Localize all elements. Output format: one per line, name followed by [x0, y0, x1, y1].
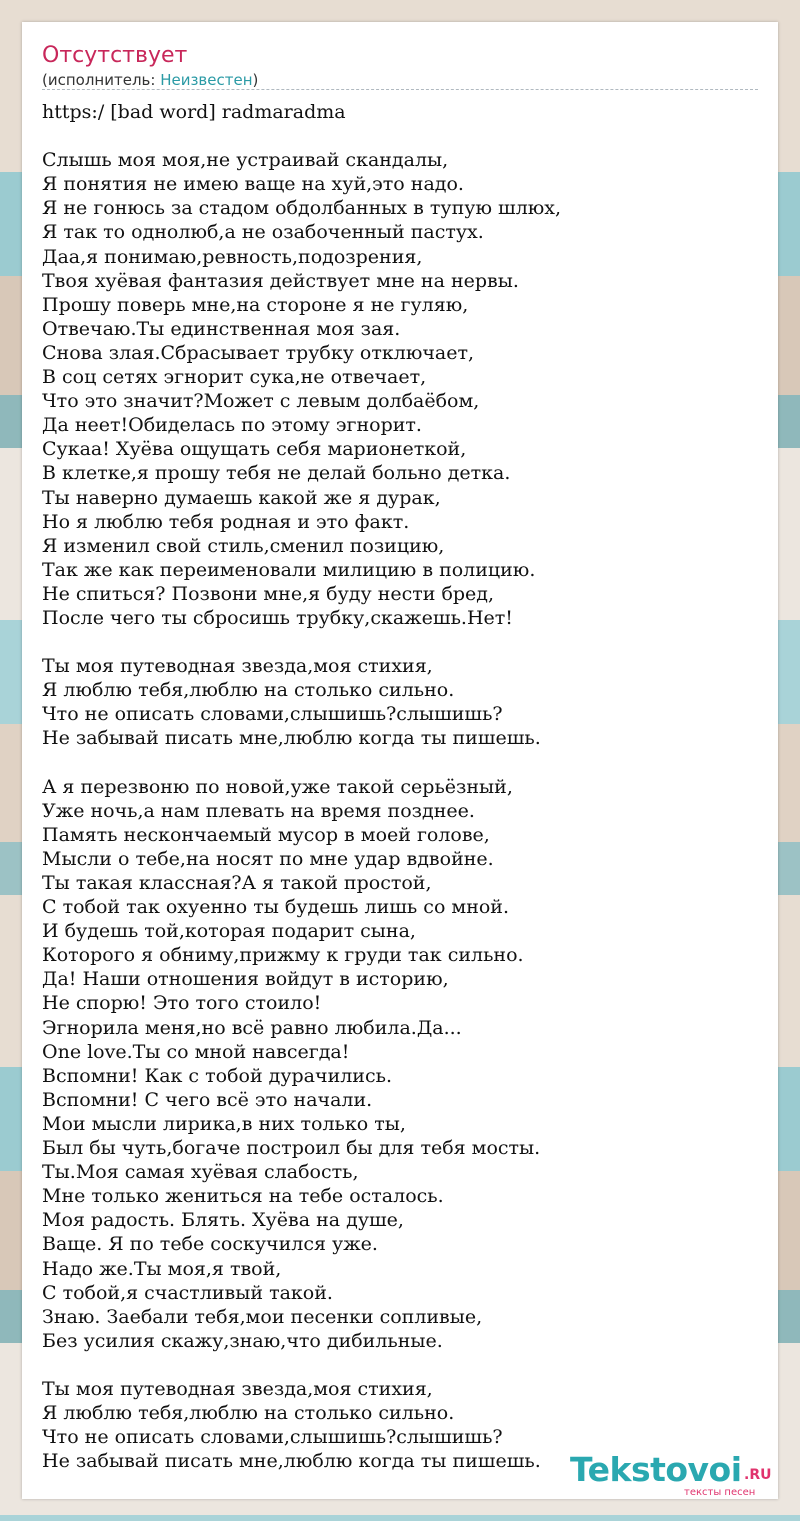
artist-link[interactable]: Неизвестен [160, 71, 253, 89]
site-logo[interactable] [570, 1452, 780, 1502]
logo-name: Tekstovoi [570, 1450, 742, 1489]
lyrics-text: https:/ [bad word] radmaradma Слышь моя моя,не устраивай скандалы, Я понятия не имею ваще на хуй,это надо. Я не гонюсь за стадом обдолбанных в тупую шлюх, Я так то однолюб,а не озабоченный пастух. Даа,я понимаю,ревность,подозрения, Твоя хуёвая фантазия действует мне на нервы. Прошу поверь мне,на стороне я не гуляю, Отвечаю.Ты единственная моя зая. Снова злая.Сбрасывает трубку отключает, В соц сетях эгнорит сука,не отвечает, Что это значит?Может с левым долбаёбом, Да неет!Обиделась по этому эгнорит. Сукаа! Хуёва ощущать себя марионеткой, В клетке,я прошу тебя не делай больно детка. Ты наверно думаешь какой же я дурак, Но я люблю тебя родная и это факт. Я изменил свой стиль,сменил позицию, Так же как переименовали милицию в полицию. Не спиться? Позвони мне,я буду нести бред, После чего ты сбросишь трубку,скажешь.Нет! Ты моя путеводная звезда,моя стихия, Я люблю тебя,люблю на столько сильно. Что не описать словами,слышишь?слышишь? Не забывай писать мне,люблю когда ты пишешь. А я перезвоню по новой,уже такой серьёзный, Уже ночь,а нам плевать на время позднее. Память нескончаемый мусор в моей голове, Мысли о тебе,на носят по мне удар вдвойне. Ты такая классная?А я такой простой, С тобой так охуенно ты будешь лишь со мной. И будешь той,которая подарит сына, Которого я обниму,прижму к груди так сильно. Да! Наши отношения войдут в историю, Не спорю! Это того стоило! Эгнорила меня,но всё равно любила.Да... One love.Ты со мной навсегда! Вспомни! Как с тобой дурачились. Вспомни! С чего всё это начали. Мои мысли лирика,в них только ты, Был бы чуть,богаче построил бы для тебя мосты. Ты.Моя самая хуёвая слабость, Мне только жениться на тебе осталось. Моя радость. Блять. Хуёва на душе, Ваще. Я по тебе соскучился уже. Надо же.Ты моя,я твой, С тобой,я счастливый такой. Знаю. Заебали тебя,мои песенки сопливые, Без усилия скажу,знаю,что дибильные. Ты моя путеводная звезда,моя стихия, Я люблю тебя,люблю на столько сильно. Что не описать словами,слышишь?слышишь? Не забывай писать мне,люблю когда ты пишешь. [42, 101, 562, 1473]
song-title: Отсутствует [42, 43, 188, 68]
artist-suffix: ) [252, 71, 259, 89]
lyrics-card [22, 22, 778, 1499]
logo-tagline: тексты песен [684, 1487, 756, 1498]
artist-line [42, 71, 258, 89]
title-divider [42, 89, 758, 90]
artist-prefix: (исполнитель: [42, 71, 161, 89]
logo-tld: .RU [744, 1467, 772, 1483]
